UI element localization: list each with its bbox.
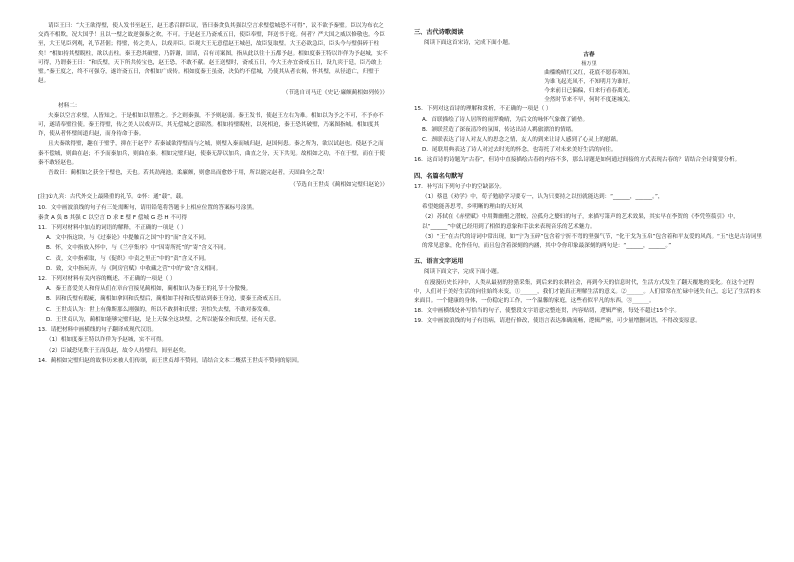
question-11: 11．下列对材料中加点的词语的解释，不正确的一项是（ ） xyxy=(38,225,187,232)
question-18: 18．文中画横线处补写恰当的句子，使整段文字语意完整连贯，内容贴切，逻辑严密，每处不超过15个字。 xyxy=(414,308,680,315)
option-c: C．责，文中指索取，与《促织》中责之里正”中的“责”含义不同。 xyxy=(46,255,210,262)
passage-paragraph: 夫秦以空言求璧，人皆知之。于是相如以智胜之。予之则秦强，不予则赵弱。秦王发书，使赵王左右为难。相如以为予之不可，不予亦不可，遂请奉璧往使。秦王得璧，传之美人以戏弄臣，其无偿城之意昭然。相如持璧睨柱，以死相迫，秦王恐其破璧，乃案图指城。相如度其诈，使从者怀璧间道归赵，而身待命于秦。 xyxy=(38,112,384,138)
question-17: 17．补写出下列句子中的空缺部分。 xyxy=(414,183,506,190)
section-intro: 阅读下面这首宋诗，完成下面小题。 xyxy=(424,40,514,47)
passage-paragraph: 请臣王曰：“大王欲得璧，使人发书至赵王，赵王悉召群臣议，皆曰秦贪负其强以空言求璧偿城恐不可得”，议不欲予秦璧。臣以为布衣之交尚不相欺，况大国乎！且以一璧之故逆强秦之欢，不可。于是赵王乃斋戒五日，使臣奉璧，拜送书于庭。何者？严大国之威以修敬也。今臣至，大王见臣列观，礼节甚倨；得璧，传之美人，以戏弄臣。臣观大王无意偿赵王城邑，故臣复取璧。大王必欲急臣，臣头今与璧俱碎于柱矣！”相如持其璧睨柱，欲以击柱。秦王恐其破璧，乃辞谢，固请，召有司案图，指从此以往十五都予赵。相如度秦王特以诈佯为予赵城，实不可得，乃谓秦王曰：“和氏璧，天下所共传宝也，赵王恐，不敢不献。赵王送璧时，斋戒五日，今大王亦宜斋戒五日，设九宾于廷，臣乃敢上璧。”秦王度之，终不可强夺，遂许斋五日，舍相如广成传。相如度秦王虽斋，决负约不偿城，乃使其从者衣褐，怀其璧，从径道亡，归璧于赵。 xyxy=(38,23,388,85)
passage-paragraph: 吾故曰：蔺相如之获全于璧也，天也。若其劲渑池，柔廉颇，则愈出而愈妙于用，所以能完赵者，天固曲全之哉！ xyxy=(48,170,328,177)
source-citation: （节选自王世贞《蔺相如完璧归赵论》） xyxy=(290,182,388,189)
option-b: B．颔联营造了深夜清冷的氛围，传达出诗人羁旅漂泊的情绪。 xyxy=(422,126,577,133)
source-citation: （节选自司马迁《史记·廉颇蔺相如列传》） xyxy=(282,90,388,97)
poem-line: 曲槛晚晴红又红，花底不愿春寒知。 xyxy=(544,70,634,77)
question-19: 19．文中画波浪线的句子有语病，请进行修改，使语言表达准确流畅，逻辑严密，可少量增删词语，不得改变原意。 xyxy=(414,318,701,325)
option-d: D．致，文中指玩弄，与《阿房宫赋》中收藏之营”中的“致”含义相同。 xyxy=(46,265,222,272)
question-12: 12．下列对材料有关内容的概述，不正确的一项是（ ） xyxy=(38,276,176,283)
option-b: B．因和氏璧有瑕疵，蔺相如拿回和氏璧后，蔺相如手持和氏璧站到秦王身边，要秦王斋戒五日。 xyxy=(46,296,285,303)
question-16: 16．这首诗的诗题为“古春”，但诗中直接描绘古春的内容不多，那么诗题是如何通过间接的方式表现古春的？请结合全诗简要分析。 xyxy=(414,157,741,164)
footnote: [注]①九宾：古代外交上最隆重的礼节。②怀：通“载”，载。 xyxy=(38,194,187,201)
question-10: 10．文中画波浪线的句子有三处需断句，请用铅笔将答题卡上相应位置的答案标号涂黑。 xyxy=(38,204,258,211)
question-13: 13．请把材料中画横线的句子翻译成现代汉语。 xyxy=(38,327,157,334)
poem-author: 杨万里 xyxy=(581,61,597,68)
option-a: A．首联描绘了诗人居所的雨霁晚晴，为后文的咏怀气象做了铺垫。 xyxy=(422,116,589,123)
section-heading: 四、名篇名句默写 xyxy=(414,172,464,180)
option-c: C．颈联表达了诗人对友人的思念之情，友人的到来让诗人感到了心灵上的慰藉。 xyxy=(422,137,622,144)
sub-question: 希望她能善思考，乡明晰的理由的天好风 xyxy=(422,204,523,211)
question-15: 15．下列对这首诗的理解和赏析，不正确的一项是（ ） xyxy=(414,106,552,113)
sub-question: （2）苏轼在《赤壁赋》中用舞幽壑之潜蛟，泣孤舟之嫠妇的句子，来描写箫声的艺术效果，其实早在李贺的《李凭箜篌引》中，以“______”中就已经用到了相似的意象和手法来表现音乐的艺术魅力。 xyxy=(422,214,739,230)
sub-question: （2）臣诚恐见欺于王而负赵，故令人持璧归，间至赵矣。 xyxy=(46,347,190,354)
section-heading: 三、古代诗歌阅读 xyxy=(414,29,464,36)
left-column xyxy=(38,22,388,367)
poem-title: 古春 xyxy=(583,52,595,59)
section-heading: 五、语言文字运用 xyxy=(414,258,464,266)
option-c: C．王世贞认为：世上有像斯那么刚强的，所以不敢拼和氏璧；害怕失去璧，不敢对秦发难。 xyxy=(46,306,274,313)
sub-question: （3）“王”在古代的诗词中常出现，如“宁为玉碎”包含着宁折不弯的坚强气节，“化干戈为玉帛”包含着和平友爱的风尚。“玉”也是古诗词里的常见意象，化作佳句，而且包含着深刻的内涵，其中令你印象最深刻的两句是：“______，______。” xyxy=(422,233,762,250)
poem-line: 为谁飞起光凤不，不知明月为谁好。 xyxy=(544,79,634,86)
poem-line: 今来前日已偏偏，归来行看春离光。 xyxy=(544,88,634,95)
option-a: A．文中指这块，与《过秦论》中提触百之国”中的“而”含义不同。 xyxy=(46,235,210,242)
material-heading: 材料二： xyxy=(58,102,81,109)
option-d: D．王世贞认为，蔺相如能够完璧归赵，是上天保全这块璧，之所以能保全和氏璧，还有天意。 xyxy=(46,316,280,323)
option-a: A．秦王喜爱美人和侍从们在章台宫接见蔺相如，蔺相如认为秦王的礼节十分傲慢。 xyxy=(46,286,252,293)
question-10-options: 秦贪 A 负 B 其强 C 以空言 D 求 E 璧 F 偿城 G 恐 H 不可得 xyxy=(38,214,188,221)
poem-line: 全然时节来不早，何时不度迷城关。 xyxy=(544,97,634,104)
sub-question: （1）相如度秦王特以诈佯为予赵城，实不可得。 xyxy=(46,337,168,344)
question-14: 14．蔺相如完璧归赵的故事历来被人们传颂，而王世贞却不赞同，请结合文本二概括王世贞不赞同的原因。 xyxy=(38,357,303,364)
option-d: D．尾联用典表达了诗人对过去时光的怀念，也寄托了对未来美好生活的向往。 xyxy=(422,147,617,154)
sub-question: （1）蔡邕《劝学》中，荀子勉励学习要专一，认为只要持之以恒就能达到：“______，______。”， xyxy=(422,194,664,201)
right-column xyxy=(414,22,764,328)
passage-paragraph: 在漫漫历史长河中，人类从最初的狩猎采集，到后来的农耕社会，再到今天的信息时代，生活方式发生了翻天覆地的变化。在这个过程中，人们对于美好生活的向往始终未变，①______，我们才能真正理解生活的意义。②______。人们常常在忙碌中迷失自己，忘记了生活的本来面目。一个健康的身体，一份稳定的工作，一个温馨的家庭，这些看似平凡的东西，③______。 xyxy=(414,279,761,305)
option-b: B．怀，文中指放入怀中，与《兰亭集序》中“因寄所托”的“寄”含义不同。 xyxy=(46,245,230,252)
section-intro: 阅读下面文字，完成下面小题。 xyxy=(424,269,503,276)
passage-paragraph: 且夫秦欲得璧，趣在于璧乎，抑在于赵乎？若秦诚欲得璧而与之城，则璧入秦而城归赵，赵国何患。秦之所为，欲以试赵也。使赵予之而秦不偿城，则曲在赵；不予而秦加兵，则曲在秦。相如完璧归赵，使秦无辞以加兵，曲直之分，天下共见。故相如之功，不在于璧，而在于使秦不敢轻赵也。 xyxy=(38,141,385,166)
